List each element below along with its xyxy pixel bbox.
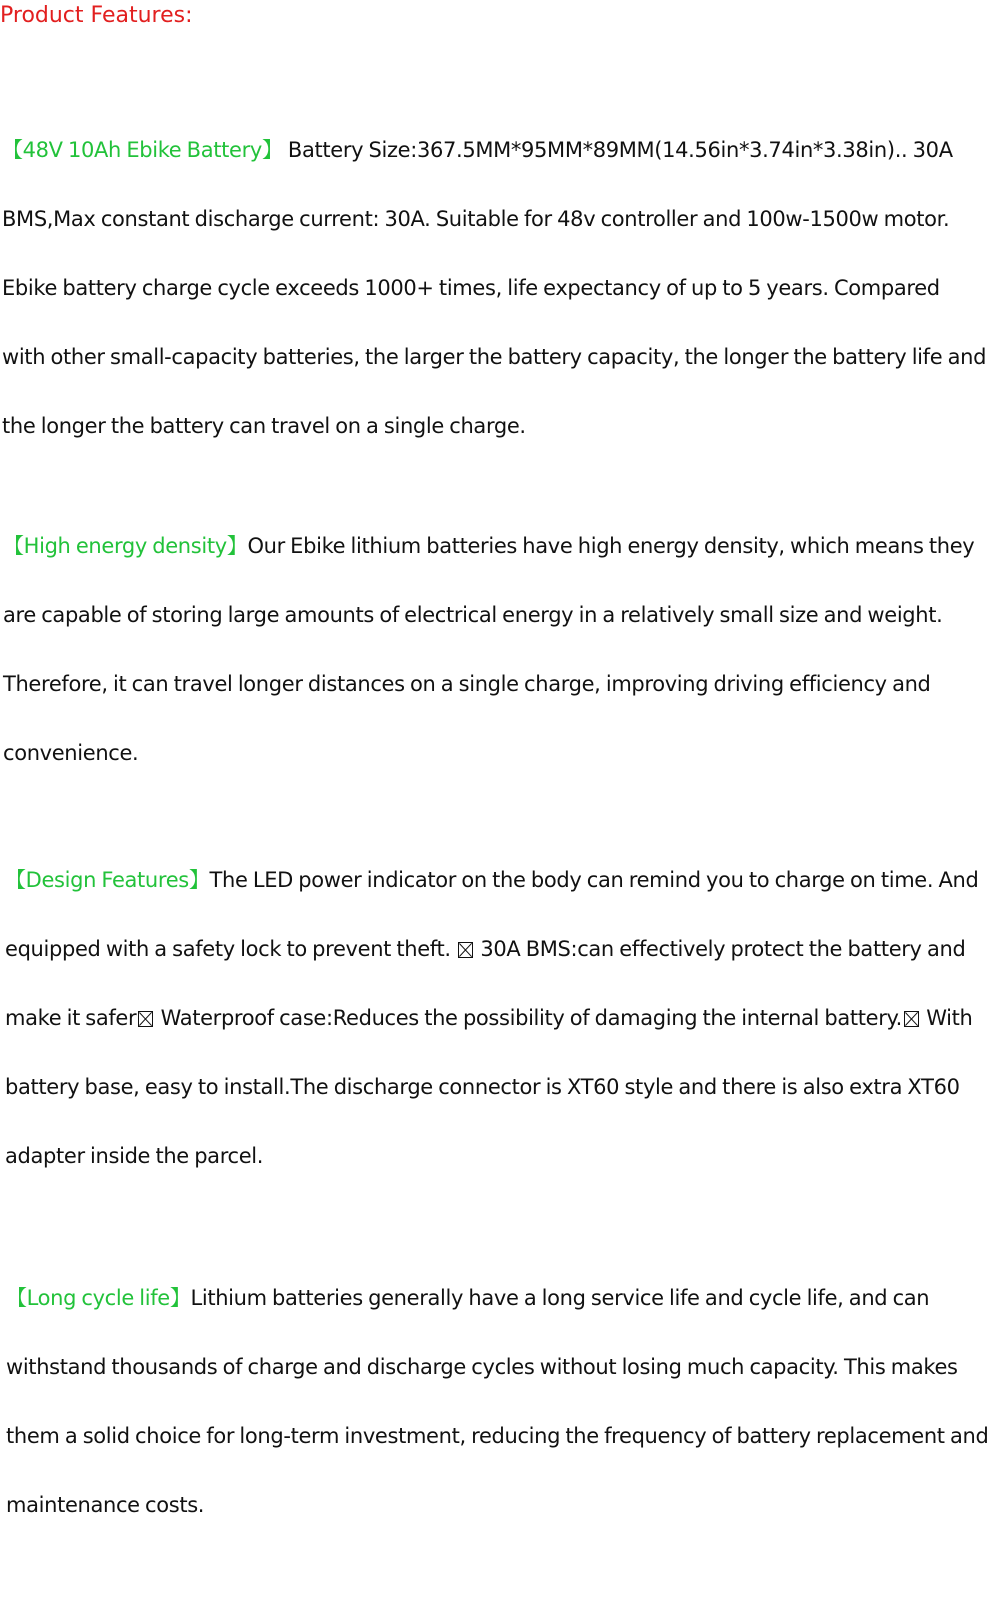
feature-body-segment: 30A BMS:can effectively protect the battery and make it safer	[5, 937, 966, 1030]
feature-tag: 【Long cycle life】	[6, 1286, 191, 1310]
feature-body-segment: Waterproof case:Reduces the possibility of damaging the internal battery.	[155, 1006, 902, 1030]
feature-tag: 【Design Features】	[5, 868, 210, 892]
feature-body: Our Ebike lithium batteries have high energy density, which means they are capable of storing large amounts of electrical energy in a relatively small size and weight. Therefore, it can travel longer distances on a single charge, improving driving efficiency and convenience.	[3, 534, 975, 765]
feature-body: Lithium batteries generally have a long service life and cycle life, and can withstand thousands of charge and discharge cycles without losing much capacity. This makes them a solid choice for long-term investment, reducing the frequency of battery replacement and maintenance costs.	[6, 1286, 989, 1517]
feature-body: Battery Size:367.5MM*95MM*89MM(14.56in*3.74in*3.38in).. 30A BMS,Max constant discharge current: 30A. Suitable for 48v controller and 100w-1500w motor. Ebike battery charge cycle exceeds 1000+ times, life expectancy of up to 5 years. Compared with other small-capacity batteries, the larger the battery capacity, the longer the battery life and the longer the battery can travel on a single charge.	[2, 138, 987, 438]
feature-tag: 【High energy density】	[3, 534, 248, 558]
feature-48v-battery	[2, 116, 987, 461]
feature-body-segment: With battery base, easy to install.The discharge connector is XT60 style and there is also extra XT60 adapter inside the parcel.	[5, 1006, 973, 1168]
feature-design-features	[5, 846, 990, 1191]
feature-body-segment: The LED power indicator on the body can remind you to charge on time. And equipped with a safety lock to prevent theft.	[5, 868, 979, 961]
feature-long-cycle-life	[6, 1264, 991, 1540]
checkbox-x-icon	[458, 942, 473, 958]
feature-tag: 【48V 10Ah Ebike Battery】	[2, 138, 283, 162]
feature-high-energy-density	[3, 512, 988, 788]
checkbox-x-icon	[138, 1011, 153, 1027]
page-heading: Product Features:	[0, 3, 193, 28]
checkbox-x-icon	[904, 1011, 919, 1027]
